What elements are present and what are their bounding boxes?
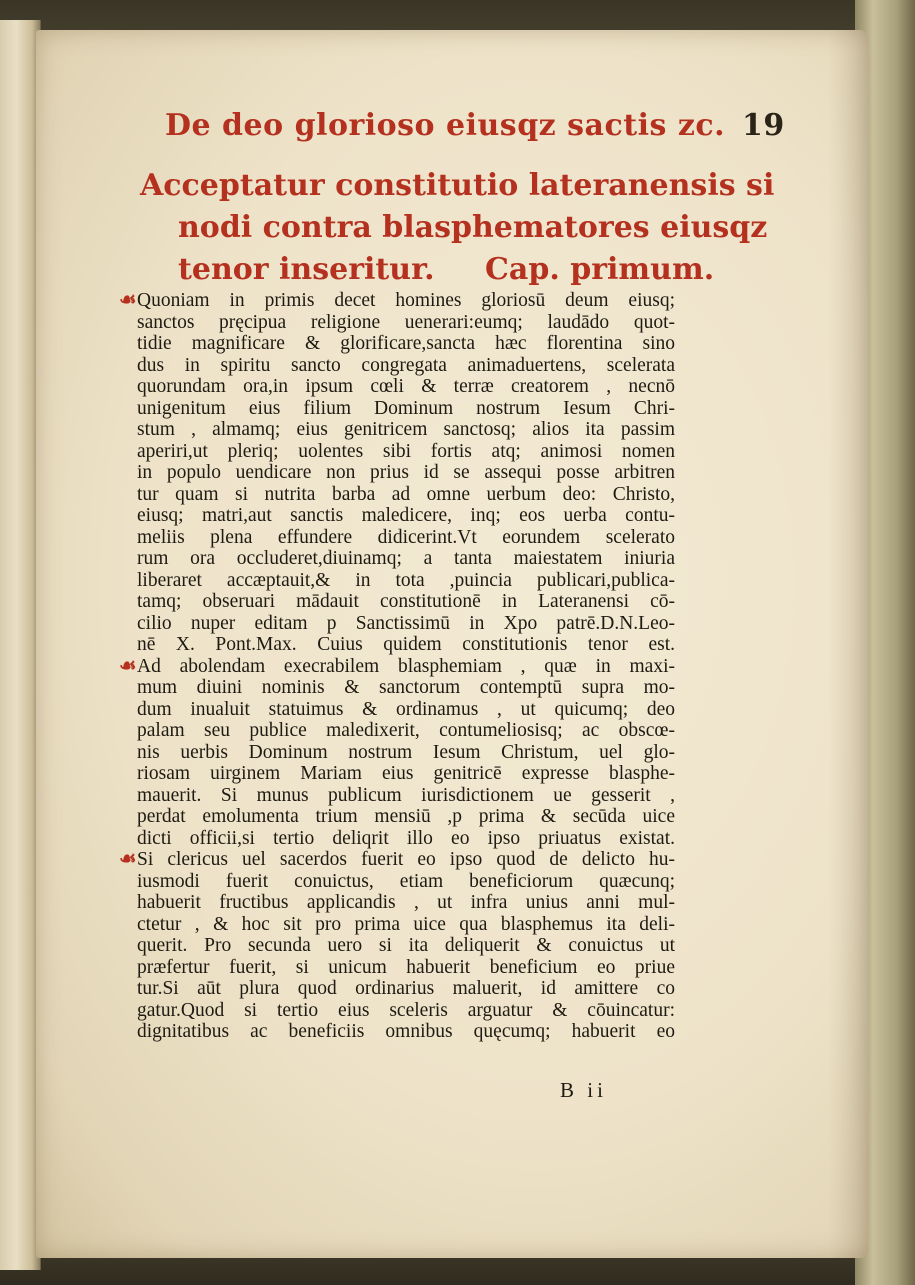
text-line: riosam uirginem Mariam eius genitricē expresse blasphe-	[137, 763, 675, 784]
chapter-title	[140, 165, 775, 291]
chapter-title-line-3	[140, 249, 715, 291]
chapter-number: Cap. primum.	[485, 252, 715, 287]
text-line: aperiri,ut pleriq; uolentes sibi fortis atq; animosi nomen	[137, 440, 675, 462]
paragraph-1	[119, 290, 675, 656]
text-line: meliis plena effundere didicerint.Vt eorundem scelerato	[137, 526, 675, 548]
page-shade	[828, 30, 868, 1258]
signature-mark: B ii	[560, 1078, 607, 1102]
text-line: tur.Si aūt plura quod ordinarius maluerit, id amittere co	[137, 978, 675, 999]
folio-number: 19	[742, 108, 785, 143]
text-line: mum diuini nominis & sanctorum contemptū supra mo-	[137, 677, 675, 698]
text-line: tamq; obseruari mādauit constitutionē in Lateranensi cō-	[137, 591, 675, 612]
text-line: mauerit. Si munus publicum iurisdictionem ue gesserit ,	[137, 784, 675, 806]
text-line: in populo uendicare non prius id se assequi posse arbitren	[137, 462, 675, 483]
paragraph-mark-icon: ☙	[119, 849, 137, 870]
chapter-title-text: tenor inseritur.	[178, 252, 435, 287]
text-line: dus in spiritu sancto congregata animaduertens, scelerata	[137, 354, 675, 376]
paragraph-mark-icon: ☙	[119, 655, 137, 677]
text-line: ctetur , & hoc sit pro prima uice qua blasphemus ita deli-	[137, 913, 675, 935]
text-line: sanctos pręcipua religione uenerari:eumq; laudādo quot-	[137, 311, 675, 333]
text-line: liberaret accæptauit,& in tota ,puincia publicari,publica-	[137, 569, 675, 591]
running-head-title: De deo glorioso eiusqz sactis zc.	[165, 108, 726, 143]
text-line: nis uerbis Dominum nostrum Iesum Christum, uel glo-	[137, 741, 675, 763]
text-line: dum inualuit statuimus & ordinamus , ut quicumq; deo	[137, 698, 675, 720]
text-line: rum ora occluderet,diuinamq; a tanta maiestatem iniuria	[137, 548, 675, 569]
chapter-title-line-1: Acceptatur constitutio lateranensis si	[140, 168, 775, 203]
text-line: ☙Quoniam in primis decet homines gloriosū deum eiusq;	[119, 290, 675, 311]
text-line: iusmodi fuerit conuictus, etiam beneficiorum quæcunq;	[137, 870, 675, 892]
page-binding	[0, 20, 41, 1270]
paragraph-mark-icon: ☙	[119, 290, 137, 311]
running-head	[165, 108, 785, 143]
text-line: dignitatibus ac beneficiis omnibus quęcumq; habuerit eo	[137, 1021, 675, 1042]
text-line: nē X. Pont.Max. Cuius quidem constitutionis tenor est.	[137, 634, 675, 655]
body-text	[119, 290, 675, 1043]
paragraph-3	[119, 849, 675, 1043]
text-line: unigenitum eius filium Dominum nostrum Iesum Chri-	[137, 397, 675, 419]
text-line: gatur.Quod si tertio eius sceleris arguatur & cōuincatur:	[137, 999, 675, 1021]
text-line: cilio nuper editam p Sanctissimū in Xpo patrē.D.N.Leo-	[137, 612, 675, 634]
text-line: stum , almamq; eius genitricem sanctosq; alios ita passim	[137, 419, 675, 440]
text-line: perdat emolumenta trium mensiū ,p prima & secūda uice	[137, 806, 675, 827]
text-line: habuerit fructibus applicandis , ut infra unius anni mul-	[137, 892, 675, 913]
paragraph-2	[119, 655, 675, 850]
text-line: dicti officii,si tertio deliqrit illo eo ipso priuatus existat.	[137, 827, 675, 849]
text-line: eiusq; matri,aut sanctis maledicere, inq; eos uerba contu-	[137, 505, 675, 526]
text-line: querit. Pro secunda uero si ita deliquerit & conuictus ut	[137, 935, 675, 956]
text-line: ☙Ad abolendam execrabilem blasphemiam , quæ in maxi-	[119, 655, 675, 677]
text-line: præfertur fuerit, si unicum habuerit beneficium eo priue	[137, 956, 675, 978]
text-line: palam seu publice maledixerit, contumeliosisq; ac obscœ-	[137, 720, 675, 741]
text-line: tidie magnificare & glorificare,sancta hæc florentina sino	[137, 333, 675, 354]
chapter-title-line-2: nodi contra blasphematores eiusqz	[178, 210, 768, 245]
text-line: quorundam ora,in ipsum cœli & terræ creatorem , necnō	[137, 376, 675, 397]
text-line: ☙Si clericus uel sacerdos fuerit eo ipso quod de delicto hu-	[119, 849, 675, 870]
text-line: tur quam si nutrita barba ad omne uerbum deo: Christo,	[137, 483, 675, 505]
